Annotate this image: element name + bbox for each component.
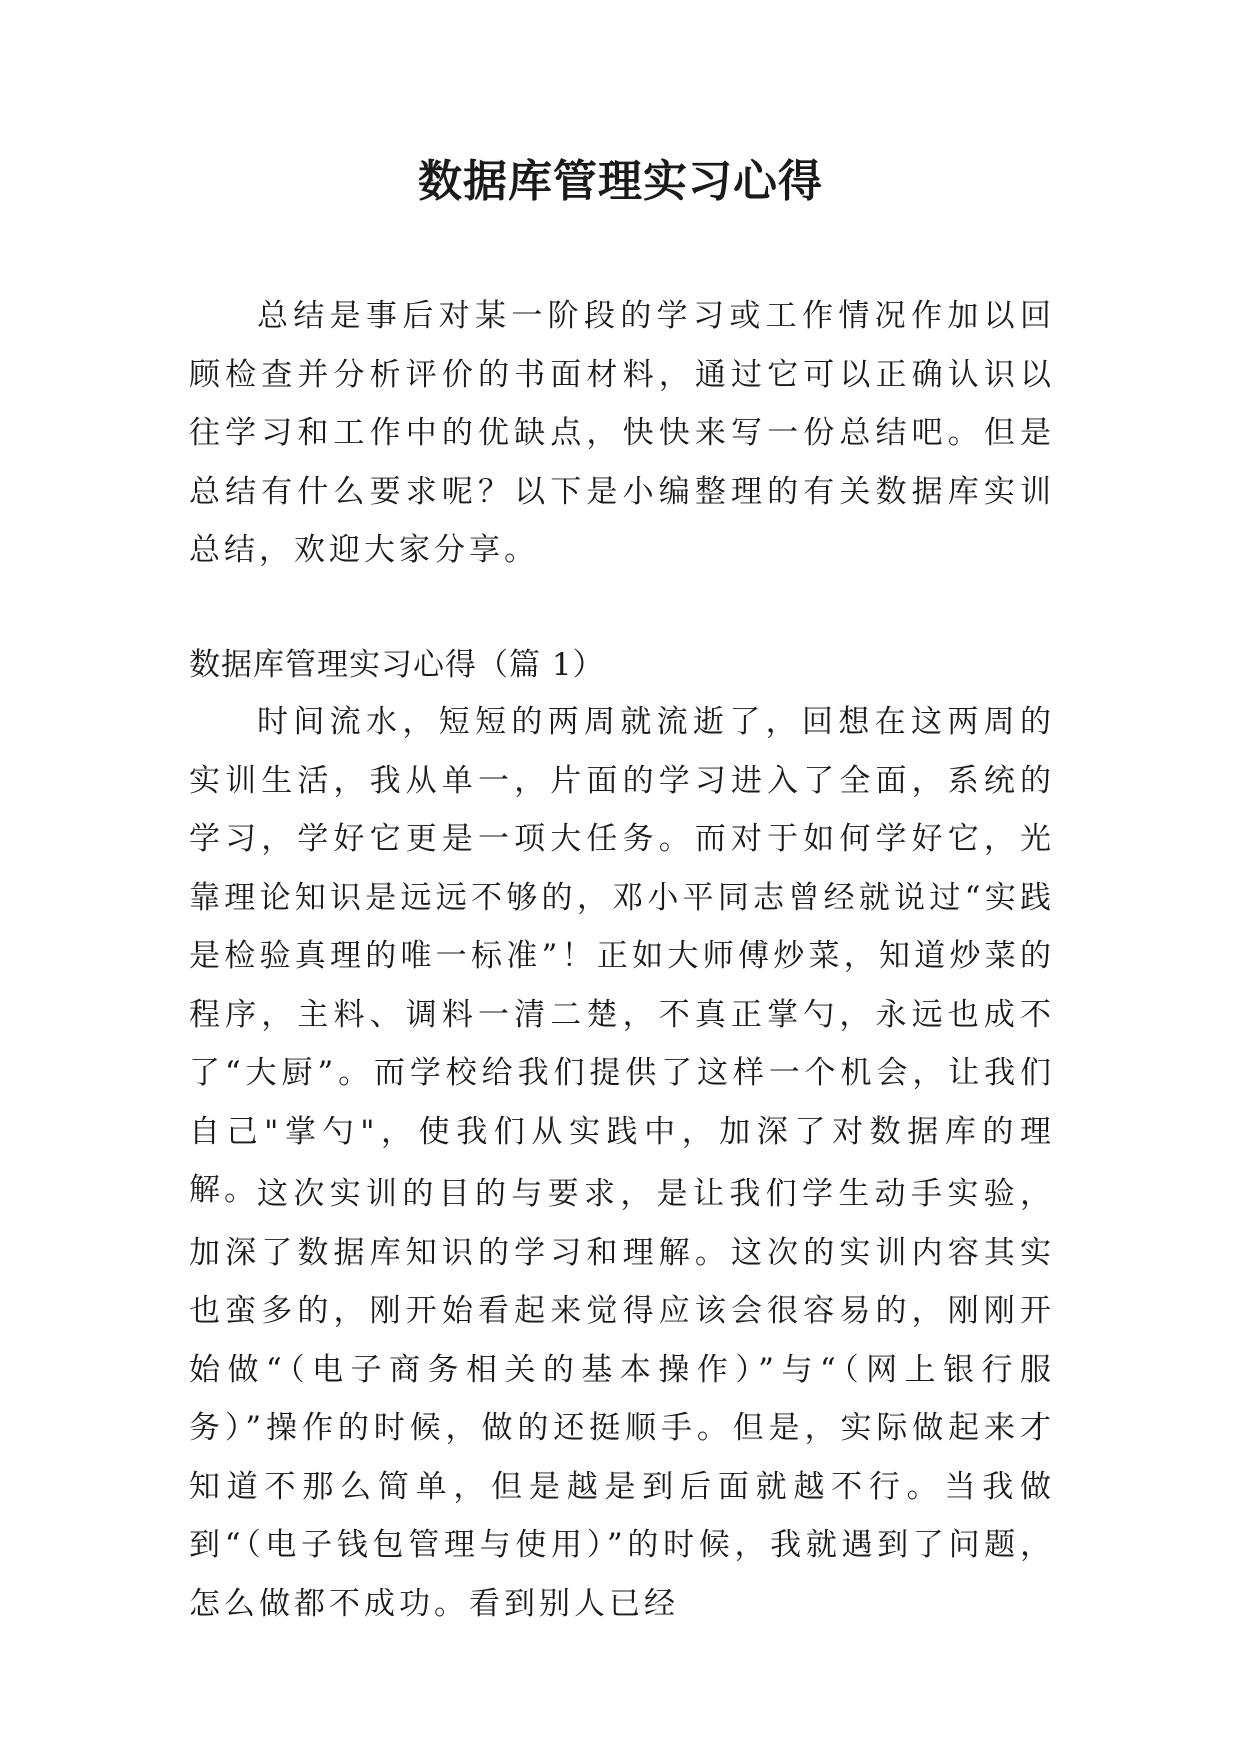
body-paragraph-1: 时间流水，短短的两周就流逝了，回想在这两周的实训生活，我从单一，片面的学习进入了全面，系统的学习，学好它更是一项大任务。而对于如何学好它，光靠理论知识是远远不够的，邓小平同志曾经就说过“实践是检验真理的唯一标准”！正如大师傅炒菜，知道炒菜的程序，主料、调料一清二楚，不真正掌勺，永远也成不了“大厨”。而学校给我们提供了这样一个机会，让我们自己"掌勺"，使我们从实践中，加深了对数据库的理解。 (189, 704, 1055, 1208)
document-title: 数据库管理实习心得 (418, 156, 823, 207)
section-heading: 数据库管理实习心得（篇 1） (189, 647, 605, 683)
intro-paragraph: 总结是事后对某一阶段的学习或工作情况作加以回顾检查并分析评价的书面材料，通过它可以正确认识以往学习和工作中的优缺点，快快来写一份总结吧。但是总结有什么要求呢？以下是小编整理的有关数据库实训总结，欢迎大家分享。 (189, 298, 1055, 568)
body-paragraph-2: 这次实训的目的与要求，是让我们学生动手实验，加深了数据库知识的学习和理解。这次的实训内容其实也蛮多的，刚开始看起来觉得应该会很容易的，刚刚开始做“（电子商务相关的基本操作）”与“（网上银行服务）”操作的时候，做的还挺顺手。但是，实际做起来才知道不那么简单，但是越是到后面就越不行。当我做到“（电子钱包管理与使用）”的时候，我就遇到了问题，怎么做都不成功。看到别人已经 (189, 1176, 1055, 1622)
